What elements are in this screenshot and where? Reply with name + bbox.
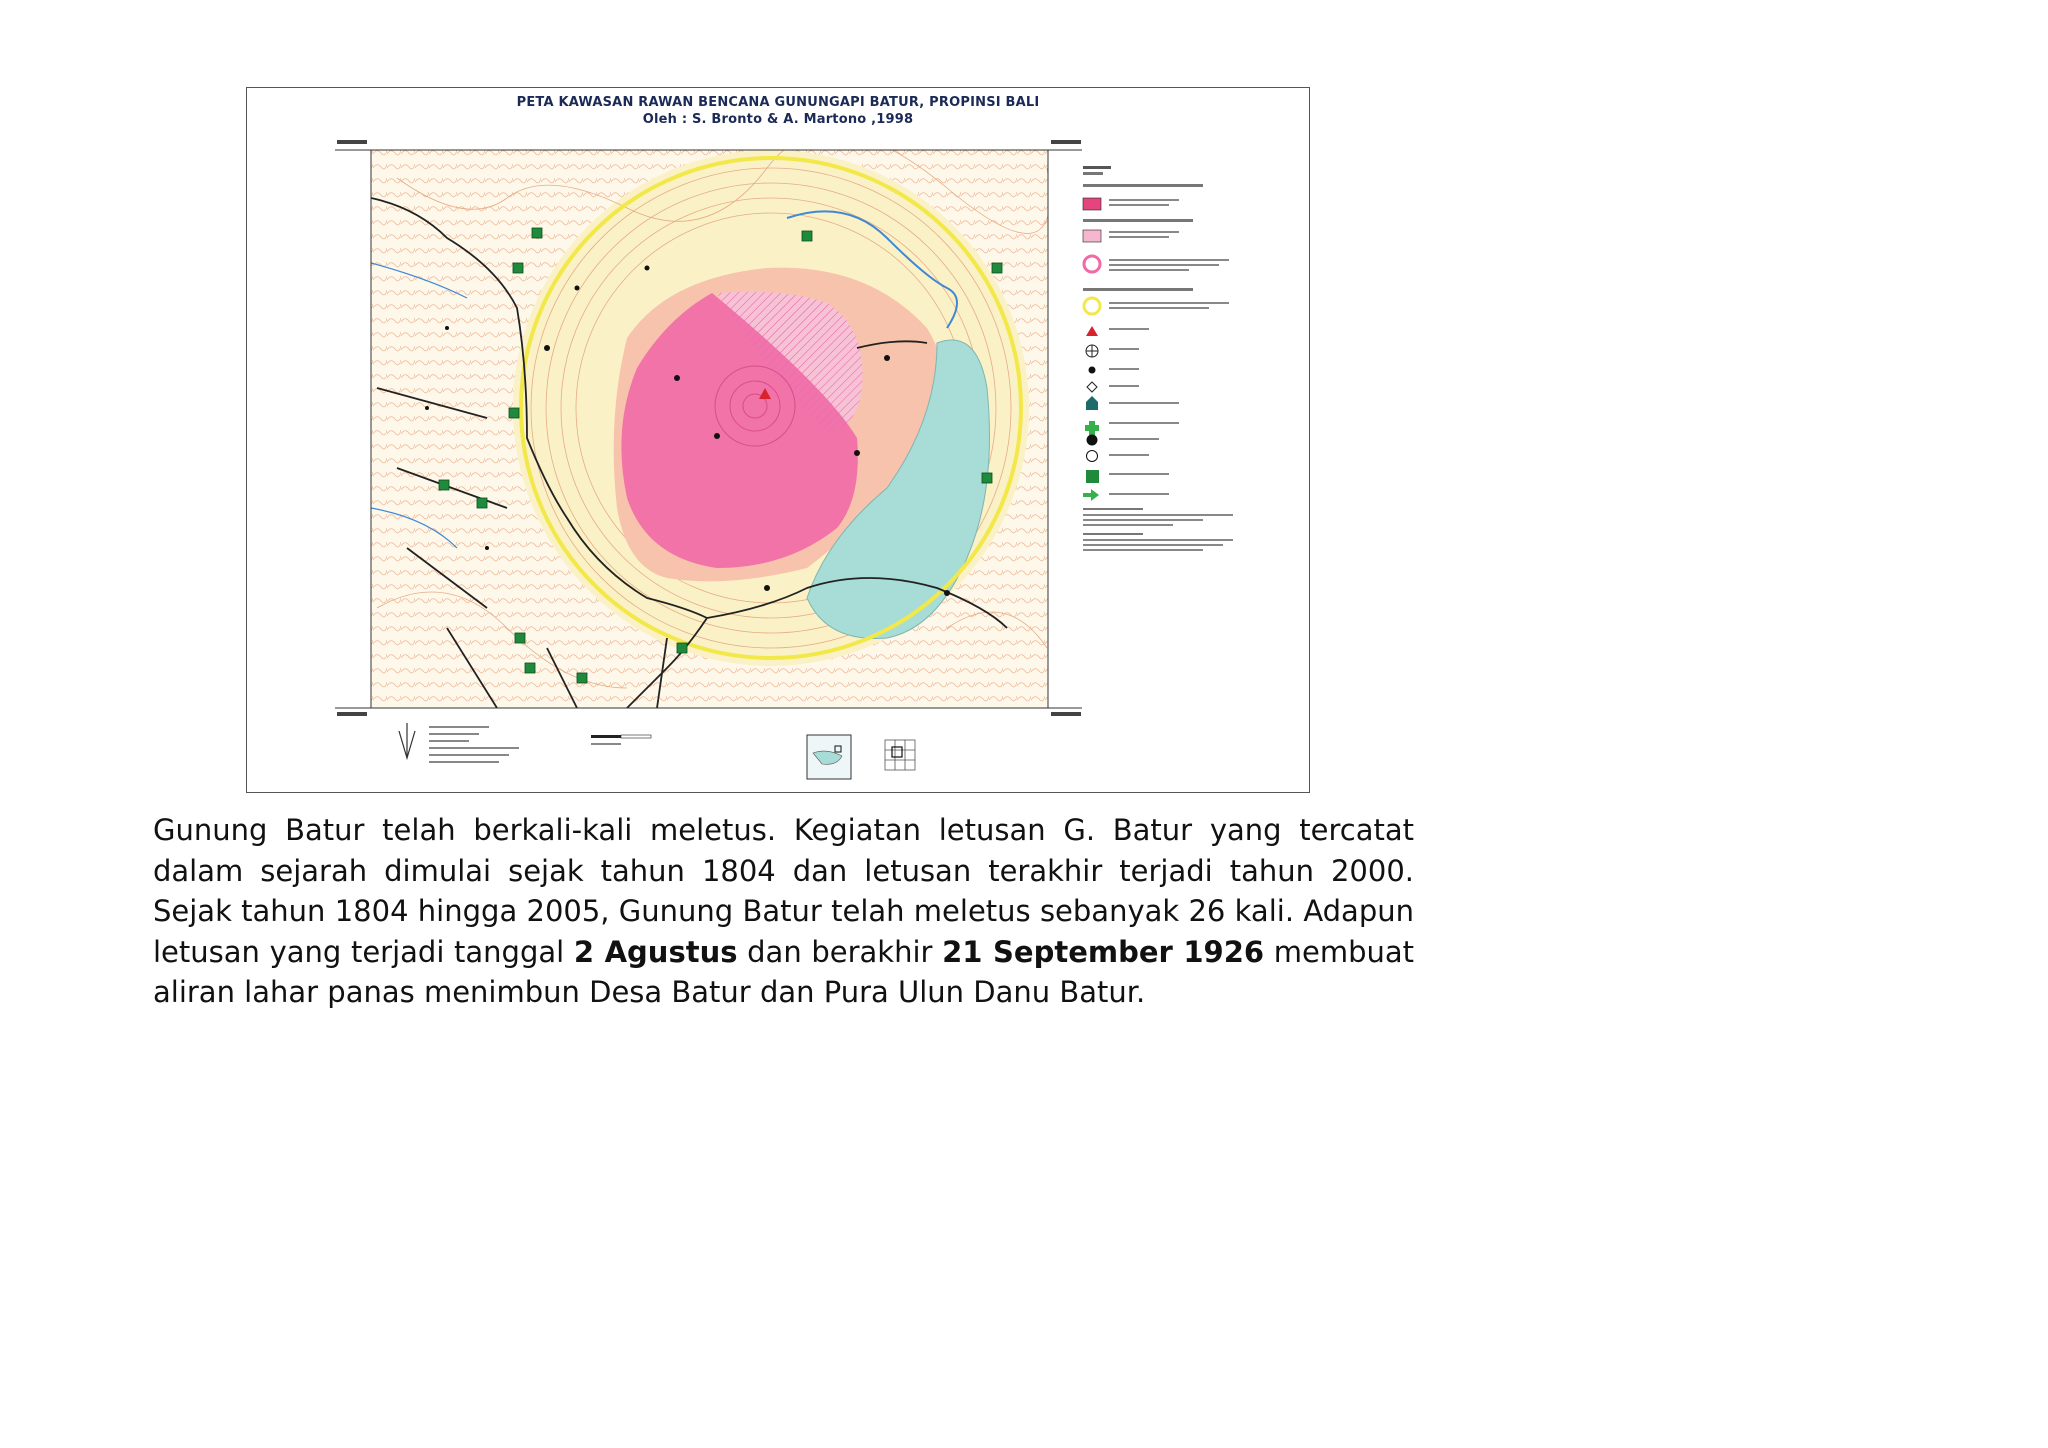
caption-date-end: 21 September 1926 xyxy=(942,934,1265,969)
scale-bar xyxy=(591,735,651,745)
hazard-map xyxy=(247,88,1309,792)
caption-text-2: dan berakhir xyxy=(737,934,943,969)
map-title-block xyxy=(247,94,1309,128)
map-legend xyxy=(1083,166,1233,551)
large-village-icon xyxy=(1087,435,1098,446)
caption-date-start: 2 Agustus xyxy=(573,934,738,969)
map-title: PETA KAWASAN RAWAN BENCANA GUNUNGAPI BATUR, PROPINSI BALI xyxy=(516,95,1040,110)
legend-summit-icon xyxy=(1086,326,1098,336)
legend-zone-1-ring-icon xyxy=(1084,298,1100,314)
village-dot-icon xyxy=(1089,367,1096,374)
hazard-map-figure xyxy=(246,87,1310,793)
location-inset-grid xyxy=(885,740,915,770)
evacuation-square-icon xyxy=(1086,470,1099,483)
legend-zone-2-swatch xyxy=(1083,230,1101,242)
map-notes xyxy=(429,726,519,763)
legend-zone-3-swatch xyxy=(1083,198,1101,210)
evacuation-arrow-icon xyxy=(1083,489,1099,501)
small-village-icon xyxy=(1087,451,1098,462)
location-inset-bali xyxy=(807,735,851,779)
north-arrow-icon xyxy=(399,723,415,758)
temple-icon xyxy=(1086,396,1098,410)
hospital-cross-icon xyxy=(1085,421,1099,435)
map-body xyxy=(371,132,1050,708)
village-circle-icon xyxy=(1087,382,1097,392)
caption-text-3: membuat aliran lahar panas menimbun Desa Batur dan Pura Ulun Danu Batur. xyxy=(153,934,1414,1009)
caption-text-1: Gunung Batur telah berkali-kali meletus. Kegiatan letusan G. Batur yang tercatat dalam sejarah dimulai sejak tahun 1804 dan letusan terakhir terjadi tahun 2000. Sejak tahun 1804 hingga 2005, Gunung Batur telah meletus sebanyak 26 kali. Adapun letusan yang terjadi tanggal xyxy=(153,813,1414,969)
map-author: Oleh : S. Bronto & A. Martono ,1998 xyxy=(642,112,914,127)
caption-paragraph xyxy=(153,810,1414,1013)
legend-zone-2-ring-icon xyxy=(1084,256,1100,272)
